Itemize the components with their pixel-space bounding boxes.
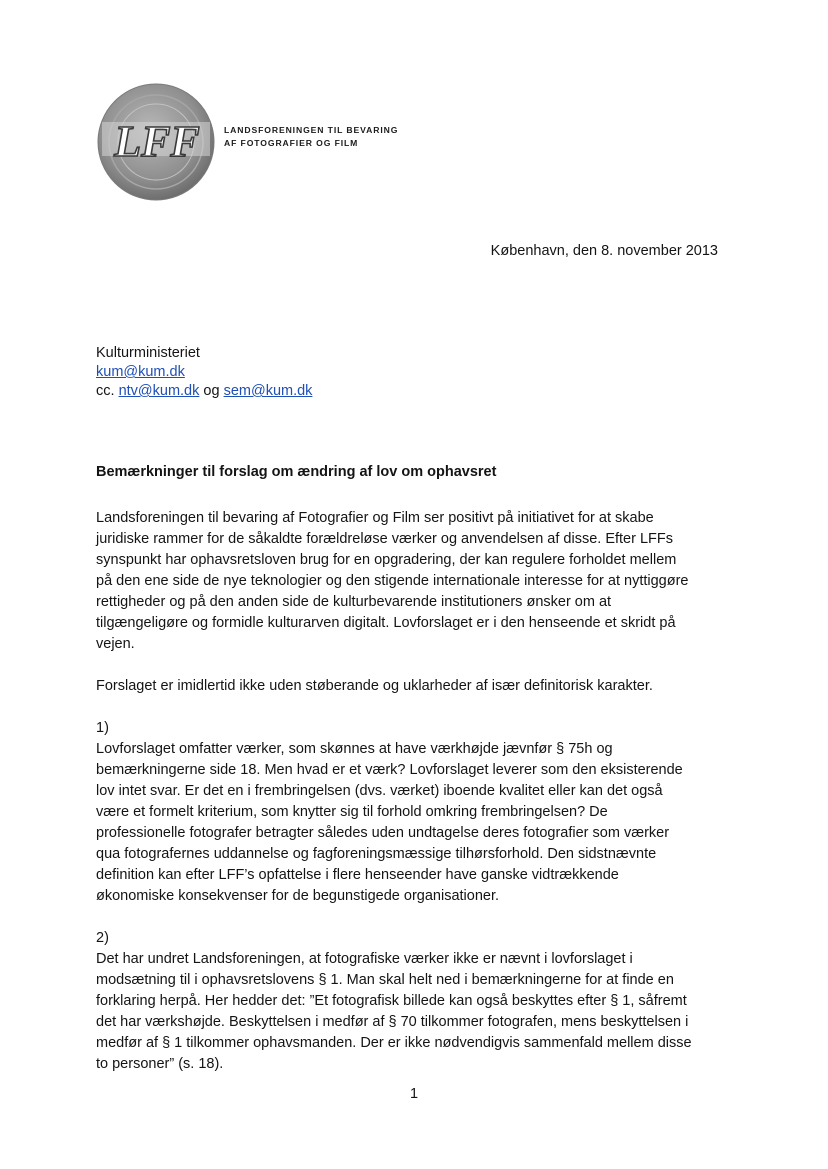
text-line: lov intet svar. Er det en i frembringelsen (dvs. værket) iboende kvalitet eller kan det også: [96, 783, 663, 799]
text-line: vejen.: [96, 636, 135, 652]
cc-joiner: og: [203, 383, 220, 399]
text-line: tilgængeligøre og formidle kulturarven digitalt. Lovforslaget er i den henseende et skridt på: [96, 615, 676, 631]
text-line: juridiske rammer for de såkaldte forældreløse værker og anvendelsen af disse. Efter LFFs: [96, 531, 674, 547]
place-and-date: København, den 8. november 2013: [490, 243, 718, 259]
text-line: Lovforslaget omfatter værker, som skønnes at have værkhøjde jævnfør § 75h og: [96, 741, 613, 757]
point-2-number: 2): [96, 930, 109, 946]
text-line: forklaring herpå. Her hedder det: ”Et fotografisk billede kan også beskyttes efter § 1, såfremt: [96, 993, 687, 1009]
text-line: Landsforeningen til bevaring af Fotografier og Film ser positivt på initiativet for at skabe: [96, 510, 654, 526]
text-line: synspunkt har ophavsretsloven brug for en opgradering, der kan regulere forholdet mellem: [96, 552, 677, 568]
point-1-paragraph: [96, 739, 736, 907]
lff-logo: [96, 82, 216, 202]
letter-body: [96, 508, 736, 1075]
organization-name: [224, 124, 398, 150]
text-line: medfør af § 1 tilkommer ophavsmanden. Der er ikke nødvendigvis sammenfald mellem disse: [96, 1035, 692, 1051]
lff-logo-icon: [96, 82, 216, 202]
org-name-line-1: LANDSFORENINGEN TIL BEVARING: [224, 125, 399, 135]
note-paragraph: Forslaget er imidlertid ikke uden støberande og uklarheder af især definitorisk karakter.: [96, 678, 653, 694]
text-line: modsætning til i ophavsretslovens § 1. Man skal helt ned i bemærkningerne for at finde en: [96, 972, 674, 988]
text-line: qua fotografernes uddannelse og fagforeningsmæssige tilhørsforhold. Den sidstnævnte: [96, 846, 657, 862]
text-line: Det har undret Landsforeningen, at fotografiske værker ikke er nævnt i lovforslaget i: [96, 951, 633, 967]
text-line: rettigheder og på den anden side de kulturbevarende institutioners ønsker om at: [96, 594, 612, 610]
recipient-block: [96, 344, 312, 401]
cc-prefix: cc.: [96, 383, 115, 399]
text-line: på den ene side de nye teknologier og den stigende internationale interesse for at nyttiggøre: [96, 573, 689, 589]
recipient-name: Kulturministeriet: [96, 345, 200, 361]
cc-email-link-1[interactable]: ntv@kum.dk: [118, 383, 200, 399]
text-line: det har værkshøjde. Beskyttelsen i medfør af § 70 tilkommer fotografen, mens beskyttelsen i: [96, 1014, 689, 1030]
text-line: økonomiske konsekvenser for de begunstigede organisationer.: [96, 888, 500, 904]
text-line: bemærkningerne side 18. Men hvad er et værk? Lovforslaget leverer som den eksisterende: [96, 762, 683, 778]
text-line: to personer” (s. 18).: [96, 1056, 224, 1072]
org-name-line-2: AF FOTOGRAFIER OG FILM: [224, 138, 359, 148]
logo-lettering: LFF: [114, 117, 200, 166]
text-line: definition kan efter LFF’s opfattelse i flere henseender have ganske vidtrækkende: [96, 867, 619, 883]
recipient-email-link[interactable]: kum@kum.dk: [96, 364, 185, 380]
letter-subject: Bemærkninger til forslag om ændring af lov om ophavsret: [96, 464, 497, 480]
text-line: være et formelt kriterium, som knytter sig til forhold omkring frembringelsen? De: [96, 804, 608, 820]
cc-email-link-2[interactable]: sem@kum.dk: [223, 383, 313, 399]
cc-line: [96, 382, 312, 401]
text-line: professionelle fotografer betragter således uden undtagelse deres fotografier som værker: [96, 825, 670, 841]
intro-paragraph: [96, 508, 736, 655]
page-number: 1: [409, 1086, 419, 1102]
point-1-number: 1): [96, 720, 109, 736]
point-2-paragraph: [96, 949, 736, 1075]
